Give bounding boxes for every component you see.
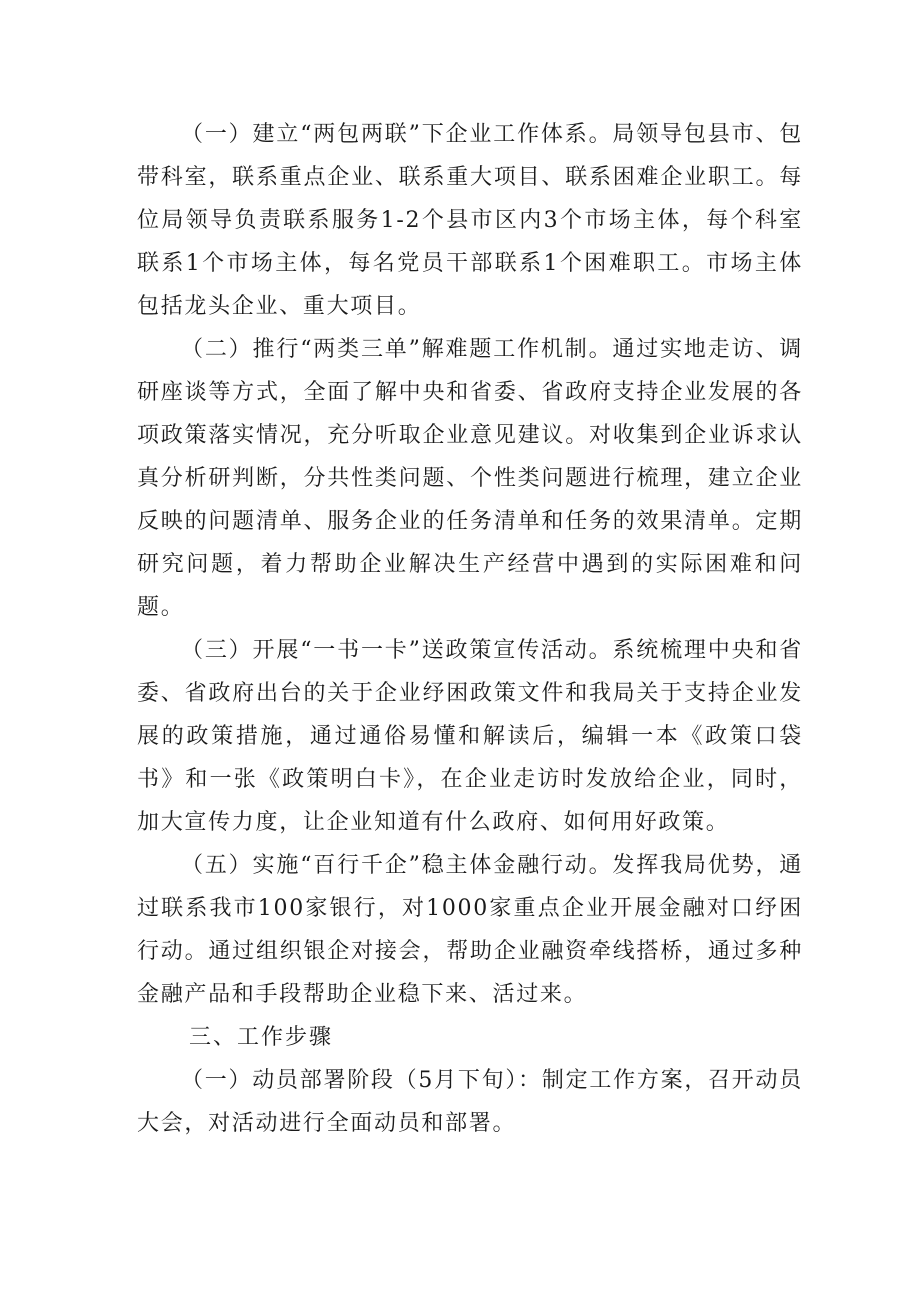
paragraph-mobilization-stage: （一）动员部署阶段（5月下旬）：制定工作方案，召开动员大会，对活动进行全面动员和部署。 bbox=[137, 1068, 803, 1136]
paragraph-hundred-banks-thousand-enterprises: （五）实施“百行千企”稳主体金融行动。发挥我局优势，通过联系我市100家银行，对1000家重点企业开展金融对口纾困行动。通过组织银企对接会，帮助企业融资牵线搭桥，通过多种金融产品和手段帮助企业稳下来、活过来。 bbox=[137, 853, 803, 1007]
paragraph-one-book-one-card: （三）开展“一书一卡”送政策宣传活动。系统梳理中央和省委、省政府出台的关于企业纾困政策文件和我局关于支持企业发展的政策措施，通过通俗易懂和解读后，编辑一本《政策口袋书》和一张《政策明白卡》，在企业走访时发放给企业，同时，加大宣传力度，让企业知道有什么政府、如何用好政策。 bbox=[137, 638, 803, 835]
paragraph-two-types-three-lists: （二）推行“两类三单”解难题工作机制。通过实地走访、调研座谈等方式，全面了解中央和省委、省政府支持企业发展的各项政策落实情况，充分听取企业意见建议。对收集到企业诉求认真分析研判断，分共性类问题、个性类问题进行梳理，建立企业反映的问题清单、服务企业的任务清单和任务的效果清单。定期研究问题，着力帮助企业解决生产经营中遇到的实际困难和问题。 bbox=[137, 337, 803, 620]
section-heading-work-steps: 三、工作步骤 bbox=[189, 1025, 334, 1050]
document-body bbox=[137, 113, 803, 1145]
paragraph-two-packages-two-contacts: （一）建立“两包两联”下企业工作体系。局领导包县市、包带科室，联系重点企业、联系重大项目、联系困难企业职工。每位局领导负责联系服务1-2个县市区内3个市场主体，每个科室联系1个市场主体，每名党员干部联系1个困难职工。市场主体包括龙头企业、重大项目。 bbox=[137, 122, 803, 319]
